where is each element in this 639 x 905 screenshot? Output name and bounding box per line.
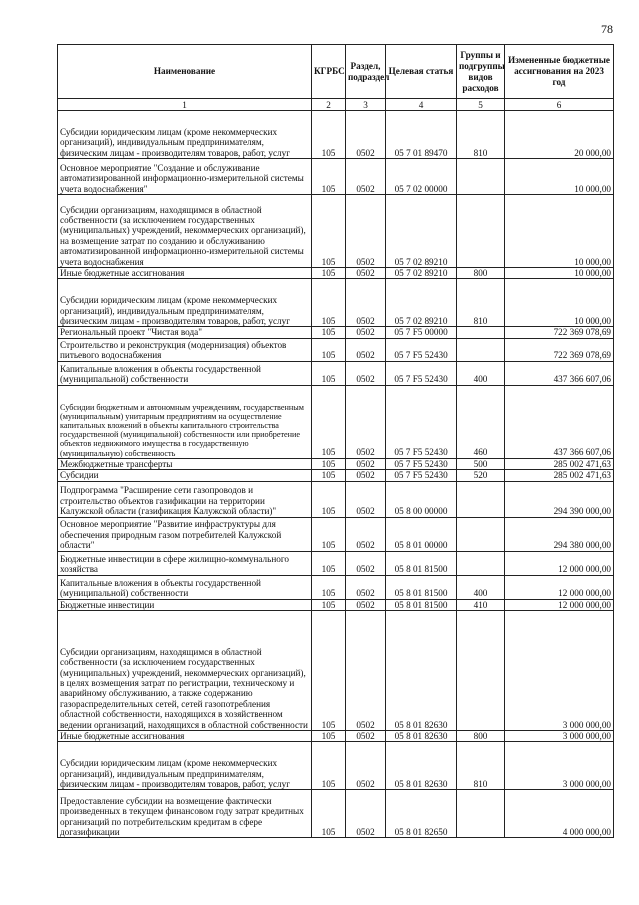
- row-target: 05 7 02 89210: [386, 195, 457, 268]
- row-target: 05 8 01 82650: [386, 790, 457, 838]
- row-section: 0502: [346, 111, 386, 159]
- row-amount: 3 000 000,00: [505, 742, 614, 790]
- row-name: Капитальные вложения в объекты государственной (муниципальной) собственности: [58, 575, 312, 599]
- row-kgrbs: 105: [312, 517, 346, 551]
- row-section: 0502: [346, 611, 386, 731]
- table-row: [58, 575, 614, 599]
- row-section: 0502: [346, 599, 386, 610]
- row-section: 0502: [346, 470, 386, 481]
- row-target: 05 7 F5 52430: [386, 470, 457, 481]
- row-section: 0502: [346, 327, 386, 338]
- table-row: [58, 731, 614, 742]
- row-amount: 722 369 078,69: [505, 327, 614, 338]
- row-section: 0502: [346, 159, 386, 195]
- row-section: 0502: [346, 361, 386, 385]
- column-number: 5: [457, 99, 505, 111]
- table-row: [58, 742, 614, 790]
- row-amount: 437 366 607,06: [505, 385, 614, 458]
- row-target: 05 7 F5 52430: [386, 338, 457, 361]
- page-number: 78: [601, 22, 613, 36]
- row-target: 05 8 01 82630: [386, 731, 457, 742]
- column-number: 1: [58, 99, 312, 111]
- table-row: [58, 361, 614, 385]
- row-amount: 12 000 000,00: [505, 599, 614, 610]
- row-expense-type: 410: [457, 599, 505, 610]
- row-expense-type: 520: [457, 470, 505, 481]
- col-header-name: Наименование: [58, 45, 312, 99]
- row-section: 0502: [346, 481, 386, 517]
- column-number: 2: [312, 99, 346, 111]
- row-target: 05 7 01 89470: [386, 111, 457, 159]
- row-section: 0502: [346, 790, 386, 838]
- row-expense-type: [457, 611, 505, 731]
- row-target: 05 7 F5 00000: [386, 327, 457, 338]
- col-header-section: Раздел, подраздел: [346, 45, 386, 99]
- row-name: Предоставление субсидии на возмещение фактически произведенных в текущем финансовом году затрат кредитных организаций по потребительским кредитам в сфере догазификации: [58, 790, 312, 838]
- row-amount: 3 000 000,00: [505, 731, 614, 742]
- row-expense-type: [457, 338, 505, 361]
- row-name: Основное мероприятие "Развитие инфраструктуры для обеспечения природным газом потребителей Калужской области": [58, 517, 312, 551]
- row-name: Субсидии организациям, находящимся в областной собственности (за исключением государственных (муниципальных) учреждений, некоммерческих организаций), в целях возмещения затрат по регистрации, техническому и аварийному обслуживанию, а также содержанию газораспределительных сетей, сетей газопотребления областной собственности, находящихся в хозяйственном ведении организаций, находящихся в областной собственности: [58, 611, 312, 731]
- row-expense-type: [457, 551, 505, 575]
- row-expense-type: 810: [457, 111, 505, 159]
- table-row: [58, 159, 614, 195]
- row-kgrbs: 105: [312, 338, 346, 361]
- row-kgrbs: 105: [312, 268, 346, 279]
- col-header-amount: Измененные бюджетные ассигнования на 2023 год: [505, 45, 614, 99]
- row-kgrbs: 105: [312, 458, 346, 469]
- budget-table: [57, 44, 614, 838]
- row-section: 0502: [346, 551, 386, 575]
- table-header-row: [58, 45, 614, 99]
- row-amount: 285 002 471,63: [505, 458, 614, 469]
- row-target: 05 8 01 82630: [386, 742, 457, 790]
- row-name: Субсидии юридическим лицам (кроме некоммерческих организаций), индивидуальным предпринимателям, физическим лицам - производителям товаров, работ, услуг: [58, 742, 312, 790]
- column-number: 4: [386, 99, 457, 111]
- row-target: 05 8 01 82630: [386, 611, 457, 731]
- table-row: [58, 338, 614, 361]
- row-amount: 294 390 000,00: [505, 481, 614, 517]
- table-row: [58, 195, 614, 268]
- table-row: [58, 790, 614, 838]
- row-target: 05 7 F5 52430: [386, 458, 457, 469]
- row-expense-type: 810: [457, 742, 505, 790]
- table-row: [58, 599, 614, 610]
- table-body: [58, 111, 614, 838]
- row-name: Межбюджетные трансферты: [58, 458, 312, 469]
- row-name: Основное мероприятие "Создание и обслуживание автоматизированной информационно-измерительной системы учета водоснабжения": [58, 159, 312, 195]
- row-target: 05 8 01 00000: [386, 517, 457, 551]
- row-expense-type: 800: [457, 731, 505, 742]
- table-row: [58, 268, 614, 279]
- table-row: [58, 551, 614, 575]
- row-target: 05 7 02 00000: [386, 159, 457, 195]
- row-name: Иные бюджетные ассигнования: [58, 268, 312, 279]
- row-section: 0502: [346, 517, 386, 551]
- row-target: 05 7 02 89210: [386, 268, 457, 279]
- row-kgrbs: 105: [312, 551, 346, 575]
- table-row: [58, 517, 614, 551]
- row-name: Субсидии юридическим лицам (кроме некоммерческих организаций), индивидуальным предпринимателям, физическим лицам - производителям товаров, работ, услуг: [58, 279, 312, 327]
- table-row: [58, 481, 614, 517]
- col-header-kgrbs: КГРБС: [312, 45, 346, 99]
- row-name: Капитальные вложения в объекты государственной (муниципальной) собственности: [58, 361, 312, 385]
- row-section: 0502: [346, 731, 386, 742]
- row-kgrbs: 105: [312, 327, 346, 338]
- row-amount: 10 000,00: [505, 159, 614, 195]
- row-kgrbs: 105: [312, 159, 346, 195]
- row-amount: 10 000,00: [505, 268, 614, 279]
- row-amount: 4 000 000,00: [505, 790, 614, 838]
- column-number: 6: [505, 99, 614, 111]
- row-kgrbs: 105: [312, 611, 346, 731]
- row-section: 0502: [346, 279, 386, 327]
- row-expense-type: 400: [457, 575, 505, 599]
- row-expense-type: [457, 790, 505, 838]
- row-amount: 10 000,00: [505, 195, 614, 268]
- row-amount: 722 369 078,69: [505, 338, 614, 361]
- table-row: [58, 470, 614, 481]
- row-target: 05 8 01 81500: [386, 551, 457, 575]
- row-expense-type: [457, 517, 505, 551]
- row-name: Субсидии организациям, находящимся в областной собственности (за исключением государственных (муниципальных) учреждений, некоммерческих организаций), на возмещение затрат по созданию и обслуживанию автоматизированной информационно-измерительной системы учета водоснабжения: [58, 195, 312, 268]
- table-row: [58, 279, 614, 327]
- row-name: Бюджетные инвестиции: [58, 599, 312, 610]
- row-expense-type: 800: [457, 268, 505, 279]
- row-expense-type: 400: [457, 361, 505, 385]
- row-kgrbs: 105: [312, 385, 346, 458]
- row-kgrbs: 105: [312, 111, 346, 159]
- row-amount: 10 000,00: [505, 279, 614, 327]
- row-kgrbs: 105: [312, 481, 346, 517]
- row-name: Подпрограмма "Расширение сети газопроводов и строительство объектов газификации на территории Калужской области (газификация Калужской области)": [58, 481, 312, 517]
- row-kgrbs: 105: [312, 742, 346, 790]
- row-name: Строительство и реконструкция (модернизация) объектов питьевого водоснабжения: [58, 338, 312, 361]
- row-amount: 294 380 000,00: [505, 517, 614, 551]
- row-target: 05 8 01 81500: [386, 599, 457, 610]
- row-kgrbs: 105: [312, 790, 346, 838]
- row-amount: 12 000 000,00: [505, 575, 614, 599]
- row-kgrbs: 105: [312, 599, 346, 610]
- row-target: 05 7 F5 52430: [386, 385, 457, 458]
- table-row: [58, 458, 614, 469]
- row-amount: 12 000 000,00: [505, 551, 614, 575]
- row-expense-type: 810: [457, 279, 505, 327]
- row-name: Иные бюджетные ассигнования: [58, 731, 312, 742]
- row-expense-type: [457, 159, 505, 195]
- row-expense-type: 500: [457, 458, 505, 469]
- col-header-target: Целевая статья: [386, 45, 457, 99]
- row-kgrbs: 105: [312, 279, 346, 327]
- row-amount: 3 000 000,00: [505, 611, 614, 731]
- row-name: Субсидии: [58, 470, 312, 481]
- table-row: [58, 327, 614, 338]
- row-kgrbs: 105: [312, 575, 346, 599]
- row-amount: 20 000,00: [505, 111, 614, 159]
- col-header-groups: Группы и подгруппы видов расходов: [457, 45, 505, 99]
- row-kgrbs: 105: [312, 731, 346, 742]
- row-target: 05 8 00 00000: [386, 481, 457, 517]
- row-expense-type: [457, 481, 505, 517]
- row-kgrbs: 105: [312, 470, 346, 481]
- row-expense-type: [457, 327, 505, 338]
- row-section: 0502: [346, 385, 386, 458]
- row-target: 05 8 01 81500: [386, 575, 457, 599]
- row-name: Региональный проект "Чистая вода": [58, 327, 312, 338]
- row-amount: 437 366 607,06: [505, 361, 614, 385]
- row-amount: 285 002 471,63: [505, 470, 614, 481]
- table-row: [58, 611, 614, 731]
- row-name: Бюджетные инвестиции в сфере жилищно-коммунального хозяйства: [58, 551, 312, 575]
- table-row: [58, 111, 614, 159]
- row-section: 0502: [346, 338, 386, 361]
- row-target: 05 7 F5 52430: [386, 361, 457, 385]
- row-kgrbs: 105: [312, 361, 346, 385]
- column-number: 3: [346, 99, 386, 111]
- column-number-row: [58, 99, 614, 111]
- row-section: 0502: [346, 458, 386, 469]
- row-section: 0502: [346, 742, 386, 790]
- row-expense-type: 460: [457, 385, 505, 458]
- row-name: Субсидии юридическим лицам (кроме некоммерческих организаций), индивидуальным предпринимателям, физическим лицам - производителям товаров, работ, услуг: [58, 111, 312, 159]
- row-name: Субсидии бюджетным и автономным учреждениям, государственным (муниципальным) унитарным предприятиям на осуществление капитальных вложений в объекты капитального строительства государственной (муниципальной) собственности или приобретение объектов недвижимого имущества в государственную (муниципальную) собственность: [58, 385, 312, 458]
- row-target: 05 7 02 89210: [386, 279, 457, 327]
- table-row: [58, 385, 614, 458]
- row-section: 0502: [346, 268, 386, 279]
- row-section: 0502: [346, 195, 386, 268]
- row-kgrbs: 105: [312, 195, 346, 268]
- row-section: 0502: [346, 575, 386, 599]
- row-expense-type: [457, 195, 505, 268]
